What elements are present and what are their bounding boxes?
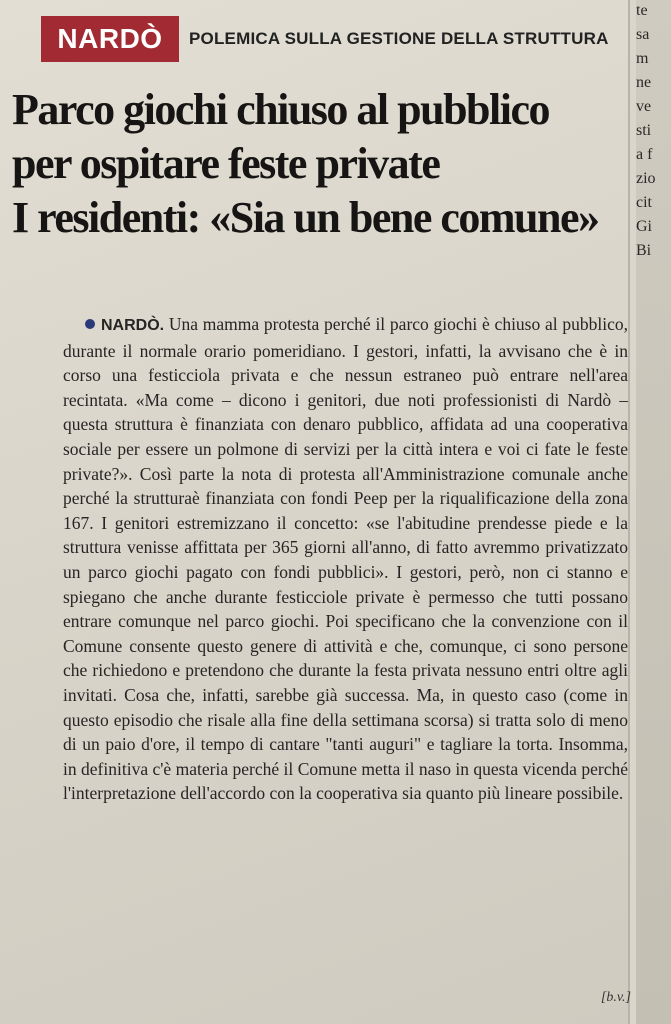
adjacent-text: a f <box>636 146 653 163</box>
bullet-dot-icon <box>85 319 95 329</box>
article-text: Una mamma protesta perché il parco giochi è chiuso al pubblico, durante il normale orario pomeridiano. I gestori, infatti, la avvisano che è in corso una festicciola privata e che nessun estraneo può entrare nell'area recintata. «Ma come – dicono i genitori, due noti professionisti di Nardò – questa struttura è finanziata con denaro pubblico, affidata ad una cooperativa sociale per essere un polmone di servizi per la città intera e voi ci fate le feste private?». Così parte la nota di protesta all'Amministrazione comunale anche perché la strutturaè finanziata con fondi Peep per la riqualificazione della zona 167. I genitori estremizzano il concetto: «se l'abitudine prendesse piede e la struttura venisse affittata per 365 giorni all'anno, di fatto avremmo privatizzato un parco giochi pagato con fondi pubblici». I gestori, però, non ci stanno e spiegano che anche durante festicciole private è permesso che tutti possano entrare comunque nel parco giochi. Poi specificano che la convenzione con il Comune consente questo genere di attività e che, comunque, ci sono persone che richiedono e pretendono che durante la festa privata nessuno entri oltre agli invitati. Cosa che, infatti, sarebbe già successa. Ma, in questo caso (come in questo episodio che risale alla fine della settimana scorsa) si tratta solo di meno di un paio d'ore, il tempo di cantare "tanti auguri" e tagliare la torta. Insomma, in definitiva c'è materia perché il Comune metta il naso in questa vicenda perché l'interpretazione dell'accordo con la cooperativa sia quanto più lineare possibile. <box>63 314 629 804</box>
adjacent-column-fragment <box>636 0 671 1024</box>
adjacent-text: Bi <box>636 242 652 259</box>
adjacent-text: te <box>636 2 648 19</box>
adjacent-text: sa <box>636 26 650 43</box>
article-paragraph <box>63 312 628 806</box>
headline-line: Parco giochi chiuso al pubblico <box>12 85 549 134</box>
dateline: NARDÒ. <box>101 317 165 334</box>
headline <box>12 83 626 245</box>
section-tag: NARDÒ <box>41 16 179 62</box>
adjacent-text: ve <box>636 98 652 115</box>
headline-line: I residenti: «Sia un bene comune» <box>12 193 599 242</box>
column-divider <box>628 0 630 1024</box>
adjacent-text: Gi <box>636 218 652 235</box>
adjacent-text: sti <box>636 122 652 139</box>
kicker: POLEMICA SULLA GESTIONE DELLA STRUTTURA <box>189 29 609 48</box>
adjacent-text: zio <box>636 170 656 187</box>
adjacent-text: m <box>636 50 649 67</box>
adjacent-text: ne <box>636 74 652 91</box>
headline-line: per ospitare feste private <box>12 139 440 188</box>
author-signature: [b.v.] <box>600 990 631 1005</box>
adjacent-text: cit <box>636 194 652 211</box>
article-body <box>63 312 628 806</box>
